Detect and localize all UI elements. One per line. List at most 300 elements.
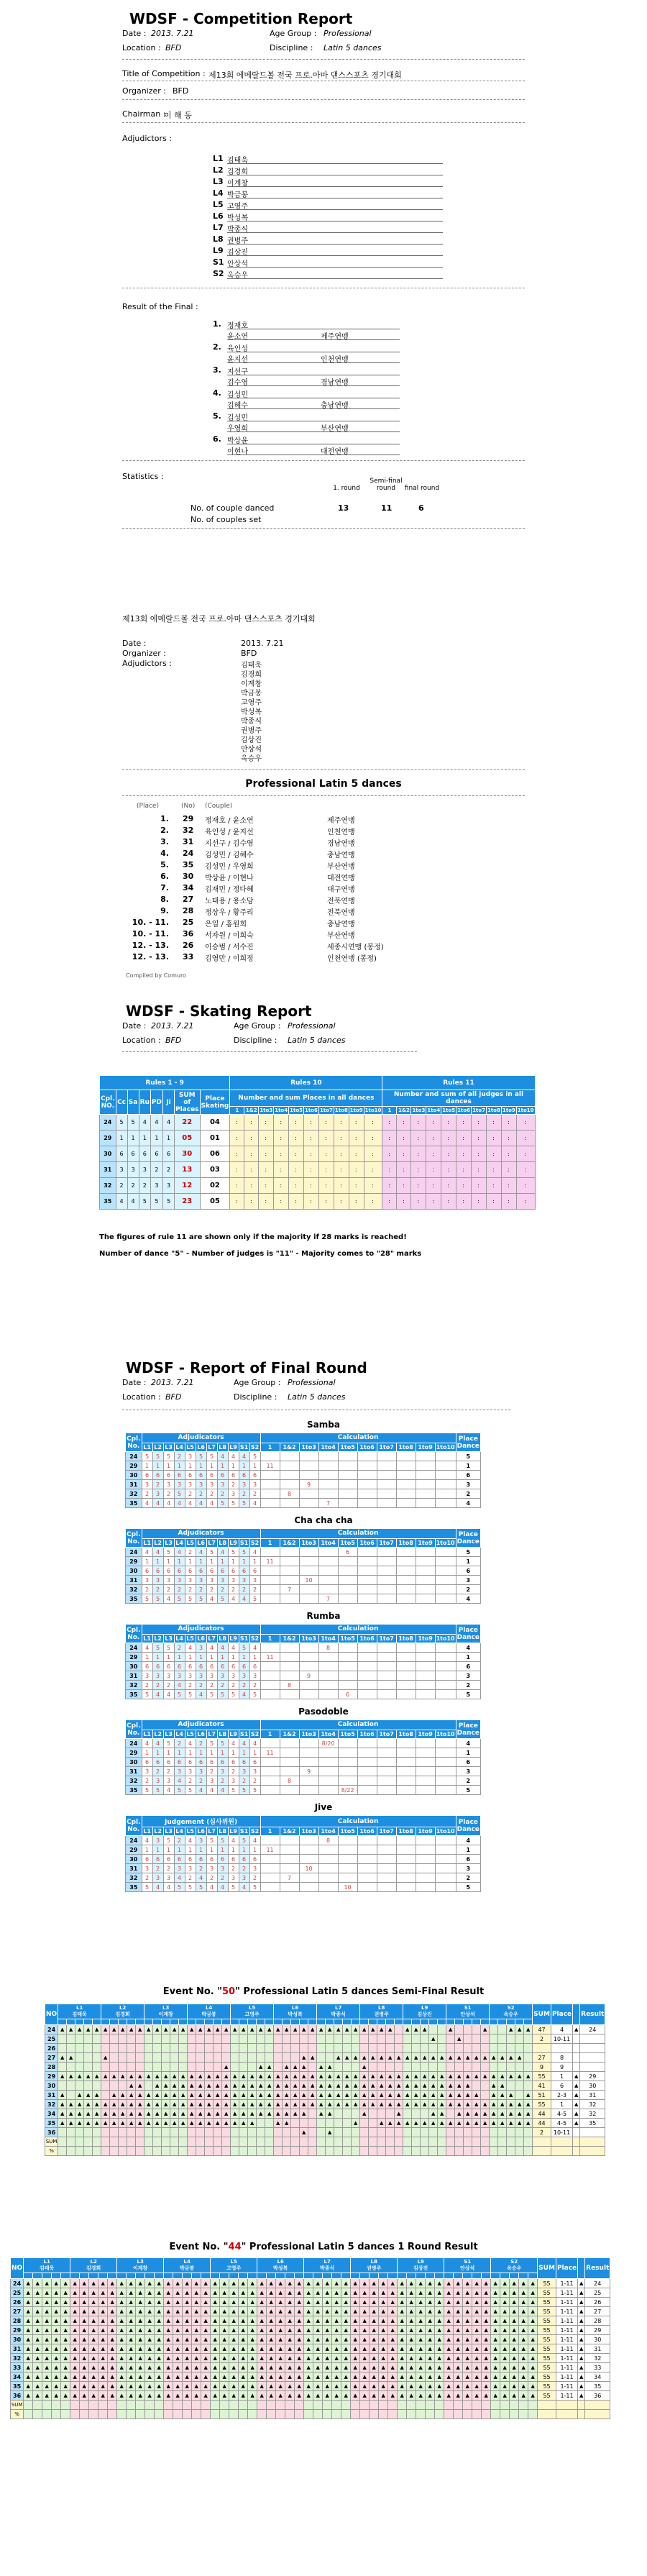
couple-region: 경남연맹 — [327, 840, 355, 848]
mark-cell: ▲ — [308, 2091, 317, 2100]
mark-cell: ▲ — [334, 2100, 343, 2109]
calc-cell — [260, 1786, 280, 1795]
mark-cell — [257, 2053, 265, 2063]
mark-cell: ▲ — [183, 2298, 192, 2307]
result-name1: 정재호 — [227, 322, 248, 330]
mark-cell: ▲ — [220, 2354, 229, 2363]
sub-dance — [352, 2019, 360, 2025]
foot-cell — [75, 2147, 84, 2156]
table-row — [45, 2091, 605, 2100]
mark-cell: ▲ — [211, 2354, 220, 2363]
couple-place: 12. - 13. — [132, 952, 169, 962]
place-header: Place Dance — [456, 1433, 480, 1452]
adj-mark: 3 — [163, 1776, 174, 1786]
adj-mark: 5 — [152, 1643, 163, 1653]
couple-no: 36 — [183, 929, 194, 938]
mark-cell: ▲ — [52, 2372, 61, 2382]
couple-names: 이승범 / 서수진 — [205, 944, 254, 951]
sub-dance — [490, 2019, 498, 2025]
adj-mark: 4 — [239, 1594, 249, 1604]
result-place: 3. — [213, 365, 221, 375]
mark-cell: ▲ — [500, 2363, 510, 2372]
mark-cell — [75, 2034, 84, 2044]
skating-col-header: Cpl. NO. — [100, 1090, 116, 1115]
cpl-no: 25 — [11, 2288, 24, 2298]
mark-cell: ▲ — [313, 2326, 323, 2335]
rule10-cell: : — [289, 1131, 304, 1146]
place-dance: 4 — [456, 1739, 480, 1748]
mark-cell: ▲ — [341, 2344, 351, 2354]
foot-cell — [188, 2147, 196, 2156]
row-place: 10-11 — [551, 2034, 572, 2044]
adj-mark: 6 — [185, 1662, 196, 1671]
adj-mark: 4 — [249, 1836, 260, 1845]
mark-cell — [127, 2053, 136, 2063]
foot-cell — [265, 2147, 274, 2156]
adj-mark: 4 — [228, 1739, 239, 1748]
mark-cell: ▲ — [326, 2128, 334, 2137]
mark-cell: ▲ — [323, 2391, 332, 2401]
mark-cell — [119, 2034, 127, 2044]
sub-dance — [220, 2273, 229, 2279]
calc-cell — [280, 1548, 299, 1557]
mark-cell: ▲ — [144, 2100, 153, 2109]
calc-cell — [299, 1489, 318, 1499]
mark-cell: ▲ — [42, 2316, 52, 2326]
mark-cell: ▲ — [93, 2119, 101, 2128]
mark-cell — [490, 2034, 498, 2044]
rule11-cell: : — [516, 1194, 535, 1210]
judge-name: 이계창 — [133, 2265, 148, 2271]
mark-cell: ▲ — [500, 2354, 510, 2363]
adj-mark: 5 — [228, 1883, 239, 1892]
mark-cell: ▲ — [454, 2326, 463, 2335]
mark-cell: ▲ — [248, 2326, 257, 2335]
mark-cell: ▲ — [229, 2344, 239, 2354]
mark-cell — [395, 2025, 403, 2034]
adj-col: L2 — [152, 1634, 163, 1643]
sub-dance — [482, 2273, 491, 2279]
judge-code: L2 — [119, 2005, 127, 2011]
mark-cell: ▲ — [416, 2391, 426, 2401]
mark-cell: ▲ — [89, 2307, 98, 2316]
adj-mark: 5 — [217, 1499, 228, 1508]
mark-cell: ▲ — [214, 2072, 222, 2081]
row-place: 1 — [551, 2100, 572, 2109]
foot-cell — [490, 2137, 498, 2147]
table-row — [126, 1739, 481, 1748]
adj-mark: 4 — [152, 1739, 163, 1748]
cpl-header: Cpl. No. — [126, 1529, 142, 1548]
mark-cell: ▲ — [248, 2025, 257, 2034]
place-dance: 2 — [456, 1681, 480, 1690]
cpl-no: 31 — [126, 1864, 142, 1873]
adj-col: L8 — [217, 1443, 228, 1451]
adj-col: L8 — [217, 1730, 228, 1738]
adj-mark: 6 — [142, 1662, 152, 1671]
mark-cell: ▲ — [481, 2053, 490, 2063]
calc-cell — [396, 1471, 416, 1480]
adj-mark: 2 — [217, 1489, 228, 1499]
mark-cell — [403, 2128, 412, 2137]
dance-table — [125, 1815, 481, 1892]
rule11-cell: : — [501, 1115, 516, 1131]
mark-cell — [507, 2034, 515, 2044]
mark-cell: ▲ — [173, 2307, 183, 2316]
foot-cell — [519, 2401, 528, 2410]
rule11-cell: : — [456, 1146, 472, 1162]
mark-cell: ▲ — [24, 2363, 33, 2372]
result-region: 부산연맹 — [321, 425, 349, 433]
sub-dance — [341, 2273, 351, 2279]
adj-mark: 3 — [142, 1576, 152, 1585]
mark-cell: ▲ — [438, 2072, 446, 2081]
calc-cell — [435, 1855, 456, 1864]
foot-cell — [551, 2147, 572, 2156]
mark-cell: ▲ — [429, 2091, 438, 2100]
adj-mark: 1 — [239, 1653, 249, 1662]
mark-cell: ▲ — [341, 2372, 351, 2382]
rule11-cell: : — [456, 1131, 472, 1146]
foot-cell — [183, 2401, 192, 2410]
mark-cell: ▲ — [370, 2382, 379, 2391]
calc-cell: 7 — [318, 1499, 338, 1508]
adj-mark: 5 — [152, 1786, 163, 1795]
row-sum: 55 — [538, 2326, 556, 2335]
sub-col: 1to3 — [412, 1107, 426, 1113]
mark-cell: ▲ — [162, 2072, 170, 2081]
mark-cell: ▲ — [58, 2109, 67, 2119]
calc-header: Calculation — [260, 1433, 456, 1443]
mark-cell: ▲ — [472, 2119, 481, 2128]
foot-cell — [239, 2410, 248, 2419]
couple-names: 서자원 / 이희숙 — [205, 932, 254, 940]
adj-mark: 3 — [152, 1489, 163, 1499]
mark-cell: ▲ — [386, 2053, 395, 2063]
mark-cell: ▲ — [248, 2298, 257, 2307]
mark-cell: ▲ — [510, 2326, 519, 2335]
foot-cell — [205, 2137, 214, 2147]
foot-cell — [429, 2137, 438, 2147]
mark-cell — [101, 2034, 110, 2044]
sub-dance — [173, 2273, 183, 2279]
rule11-cell: : — [441, 1115, 456, 1131]
mark-cell: ▲ — [196, 2100, 205, 2109]
sub-dance — [472, 2019, 481, 2025]
adj-mark: 3 — [196, 1643, 206, 1653]
rule10-cell: : — [318, 1194, 334, 1210]
mark-cell: ▲ — [127, 2279, 136, 2288]
calc-cell — [377, 1557, 396, 1566]
adj-mark: 2 — [228, 1767, 239, 1776]
adj-mark: 1 — [228, 1461, 239, 1471]
foot-cell — [170, 2137, 179, 2147]
row-sum: 47 — [533, 2025, 551, 2034]
mark-cell — [153, 2034, 162, 2044]
couple-no: 32 — [183, 826, 194, 835]
calc-cell — [377, 1690, 396, 1699]
rule11-cell: : — [397, 1162, 411, 1178]
mark-cell: ▲ — [507, 2025, 515, 2034]
mark-cell: ▲ — [211, 2298, 220, 2307]
row-flag: ▲ — [573, 2072, 580, 2081]
adj-mark: 6 — [239, 1471, 249, 1480]
couple-names: 노태용 / 용소담 — [205, 898, 254, 905]
foot-cell — [444, 2410, 454, 2419]
rule10-cell: : — [318, 1115, 334, 1131]
calc-cell — [318, 1471, 338, 1480]
foot-cell — [377, 2137, 386, 2147]
mark-cell: ▲ — [183, 2363, 192, 2372]
calc-cell — [338, 1566, 357, 1576]
mark-cell — [265, 2044, 274, 2053]
mark-cell: ▲ — [267, 2372, 276, 2382]
mark-cell — [84, 2044, 93, 2053]
foot-cell — [162, 2137, 170, 2147]
mark-cell — [119, 2044, 127, 2053]
mark-cell: ▲ — [528, 2288, 538, 2298]
couple-no: 27 — [183, 895, 194, 904]
judge-name: 박종식 — [320, 2265, 335, 2271]
dance-title: Cha cha cha — [294, 1515, 353, 1525]
adj-mark: 6 — [249, 1758, 260, 1767]
mark-cell: ▲ — [395, 2072, 403, 2081]
mark-cell — [153, 2044, 162, 2053]
rule10-cell: : — [318, 1162, 334, 1178]
adj-mark: 1 — [196, 1557, 206, 1566]
table-row — [45, 2081, 605, 2091]
mark-cell: ▲ — [117, 2307, 127, 2316]
adj-mark: 4 — [228, 1643, 239, 1653]
statistics-label: Statistics : — [122, 472, 164, 481]
mark-cell: ▲ — [386, 2091, 395, 2100]
calc-col: 1 — [260, 1730, 280, 1738]
mark-cell: ▲ — [265, 2109, 274, 2119]
result-header: Result — [585, 2258, 610, 2279]
mark-cell — [507, 2081, 515, 2091]
calc-cell — [280, 1461, 299, 1471]
adj-mark: 6 — [152, 1855, 163, 1864]
adjudicators-label: Adjudictors : — [122, 134, 172, 143]
adj-mark: 4 — [206, 1883, 217, 1892]
rule11-cell: : — [472, 1178, 487, 1194]
calc-cell — [416, 1653, 435, 1662]
adjudicator-line — [227, 255, 443, 256]
adj-mark: 5 — [217, 1739, 228, 1748]
calc-cell — [280, 1855, 299, 1864]
calc-col: 1to3 — [299, 1538, 318, 1547]
cpl-no: 29 — [11, 2326, 24, 2335]
mark-cell: ▲ — [61, 2391, 70, 2401]
table-row — [45, 2072, 605, 2081]
adj-mark: 6 — [163, 1855, 174, 1864]
adj-col: L9 — [228, 1634, 239, 1643]
adj-mark: 4 — [196, 1690, 206, 1699]
calc-cell — [280, 1864, 299, 1873]
mark-cell — [205, 2063, 214, 2072]
mark-cell: ▲ — [248, 2354, 257, 2363]
sub-dance — [229, 2273, 239, 2279]
mark-cell: ▲ — [403, 2091, 412, 2100]
result-region: 제주연맹 — [321, 333, 349, 341]
mark-cell: ▲ — [285, 2307, 295, 2316]
foot-cell — [84, 2137, 93, 2147]
adj-mark: 3 — [152, 1776, 163, 1786]
adj-mark: 5 — [239, 1548, 249, 1557]
sub-dance — [498, 2019, 507, 2025]
foot-cell — [507, 2137, 515, 2147]
calc-cell — [435, 1690, 456, 1699]
calc-cell — [396, 1452, 416, 1461]
mark-cell: ▲ — [398, 2391, 407, 2401]
mark-cell: ▲ — [416, 2288, 426, 2298]
mark-cell: ▲ — [481, 2072, 490, 2081]
foot-cell — [291, 2137, 300, 2147]
row-place: 8 — [551, 2053, 572, 2063]
calc-cell — [416, 1690, 435, 1699]
mark-cell: ▲ — [222, 2109, 231, 2119]
sk-age-label: Age Group : — [234, 1021, 281, 1031]
mark-cell: ▲ — [24, 2307, 33, 2316]
mark-cell: ▲ — [491, 2307, 500, 2316]
foot-cell — [528, 2410, 538, 2419]
foot-cell — [538, 2410, 556, 2419]
mark-cell: ▲ — [323, 2335, 332, 2344]
mark-cell — [170, 2063, 179, 2072]
calc-cell — [318, 1690, 338, 1699]
mark-cell — [291, 2119, 300, 2128]
row-sum: 55 — [538, 2279, 556, 2288]
row-flag — [573, 2128, 580, 2137]
adj-mark: 2 — [152, 1585, 163, 1594]
mark-cell: ▲ — [295, 2335, 304, 2344]
mark-cell — [110, 2053, 119, 2063]
sub-col: 1&2 — [397, 1107, 411, 1115]
mark-cell — [308, 2109, 317, 2119]
couple-place: 4. — [160, 849, 169, 858]
row-flag: ▲ — [578, 2354, 585, 2363]
judge-name: 박종식 — [331, 2011, 346, 2017]
sub-dance — [386, 2019, 395, 2025]
mark-cell: ▲ — [127, 2119, 136, 2128]
calc-cell — [280, 1499, 299, 1508]
foot-cell — [162, 2147, 170, 2156]
adjudicator-name: 박성복 — [227, 214, 248, 222]
cpl-no: 24 — [100, 1115, 116, 1131]
adj-mark: 2 — [174, 1452, 185, 1461]
adj-mark: 3 — [152, 1576, 163, 1585]
row-flag: ▲ — [573, 2100, 580, 2109]
mark-cell: ▲ — [136, 2316, 145, 2326]
mark-cell: ▲ — [370, 2372, 379, 2382]
row-sum: 55 — [533, 2072, 551, 2081]
adj-mark: 1 — [228, 1653, 239, 1662]
mark-cell: ▲ — [98, 2335, 108, 2344]
mark-cell: ▲ — [332, 2363, 341, 2372]
mark-cell: ▲ — [379, 2298, 388, 2307]
adj-mark: 6 — [217, 1471, 228, 1480]
foot-cell — [551, 2137, 572, 2147]
adj-mark: 2 — [142, 1776, 152, 1786]
mark-cell: ▲ — [444, 2382, 454, 2391]
mark-cell: ▲ — [257, 2391, 267, 2401]
rule11-cell: : — [411, 1146, 426, 1162]
organizer-label: Organizer : — [122, 86, 167, 96]
adj-mark: 5 — [228, 1499, 239, 1508]
adj-col: L3 — [163, 1730, 174, 1738]
mark-cell: ▲ — [127, 2344, 136, 2354]
adj-mark: 2 — [185, 1585, 196, 1594]
foot-cell — [108, 2401, 117, 2410]
mark-cell: ▲ — [472, 2072, 481, 2081]
adj-mark: 4 — [174, 1499, 185, 1508]
calc-col: 1 — [260, 1443, 280, 1451]
foot-cell — [214, 2147, 222, 2156]
mark-cell: ▲ — [304, 2288, 313, 2298]
foot-cell — [446, 2147, 455, 2156]
mark-cell: ▲ — [377, 2081, 386, 2091]
mark-cell: ▲ — [472, 2307, 482, 2316]
mark-cell: ▲ — [464, 2091, 472, 2100]
mark-cell: ▲ — [173, 2363, 183, 2372]
mark-cell: ▲ — [295, 2354, 304, 2363]
calc-col: 1to7 — [377, 1443, 396, 1451]
mark-cell: ▲ — [416, 2335, 426, 2344]
skating-col-header: SUM of Places — [175, 1091, 199, 1113]
foot-cell — [117, 2410, 127, 2419]
calc-cell — [318, 1883, 338, 1892]
mark-cell: ▲ — [231, 2109, 239, 2119]
cpl-no: 24 — [11, 2279, 24, 2288]
calc-cell — [416, 1471, 435, 1480]
adj-mark: 6 — [142, 1471, 152, 1480]
place-dance: 1 — [456, 1845, 480, 1855]
adj-mark: 1 — [249, 1845, 260, 1855]
calc-col: 1 — [260, 1827, 280, 1836]
calc-cell — [396, 1594, 416, 1604]
judge-header — [446, 2004, 490, 2019]
place-dance: 4 — [456, 1594, 480, 1604]
mark-cell: ▲ — [201, 2382, 211, 2391]
adj-col: S1 — [239, 1730, 249, 1737]
mark-cell: ▲ — [276, 2354, 285, 2363]
rule11-cell: : — [516, 1146, 535, 1162]
sub-col: 1to4 — [275, 1107, 288, 1113]
adjudicator-code: L8 — [213, 234, 224, 244]
mark-cell: ▲ — [179, 2025, 188, 2034]
calc-cell: 9 — [299, 1480, 318, 1489]
row-result — [580, 2053, 605, 2063]
couple-place: 3. — [160, 837, 169, 846]
mark-cell — [300, 2119, 308, 2128]
rule11-cell: : — [516, 1131, 535, 1146]
adj-mark: 4 — [142, 1643, 152, 1653]
adj-mark: 2 — [163, 1767, 174, 1776]
mark-cell: ▲ — [370, 2316, 379, 2326]
mark-cell: ▲ — [482, 2354, 491, 2363]
fr-disc: Latin 5 dances — [288, 1392, 346, 1402]
calc-cell — [280, 1452, 299, 1461]
sub-col: 1to7 — [472, 1107, 485, 1113]
row-sum: 55 — [538, 2354, 556, 2363]
mark-cell: ▲ — [214, 2025, 222, 2034]
row-result: 24 — [585, 2279, 610, 2288]
adj-mark: 4 — [239, 1739, 249, 1748]
mark-cell: ▲ — [500, 2382, 510, 2391]
mark-cell: ▲ — [257, 2372, 267, 2382]
mark-cell: ▲ — [162, 2025, 170, 2034]
dance-place: 2 — [127, 1178, 139, 1194]
